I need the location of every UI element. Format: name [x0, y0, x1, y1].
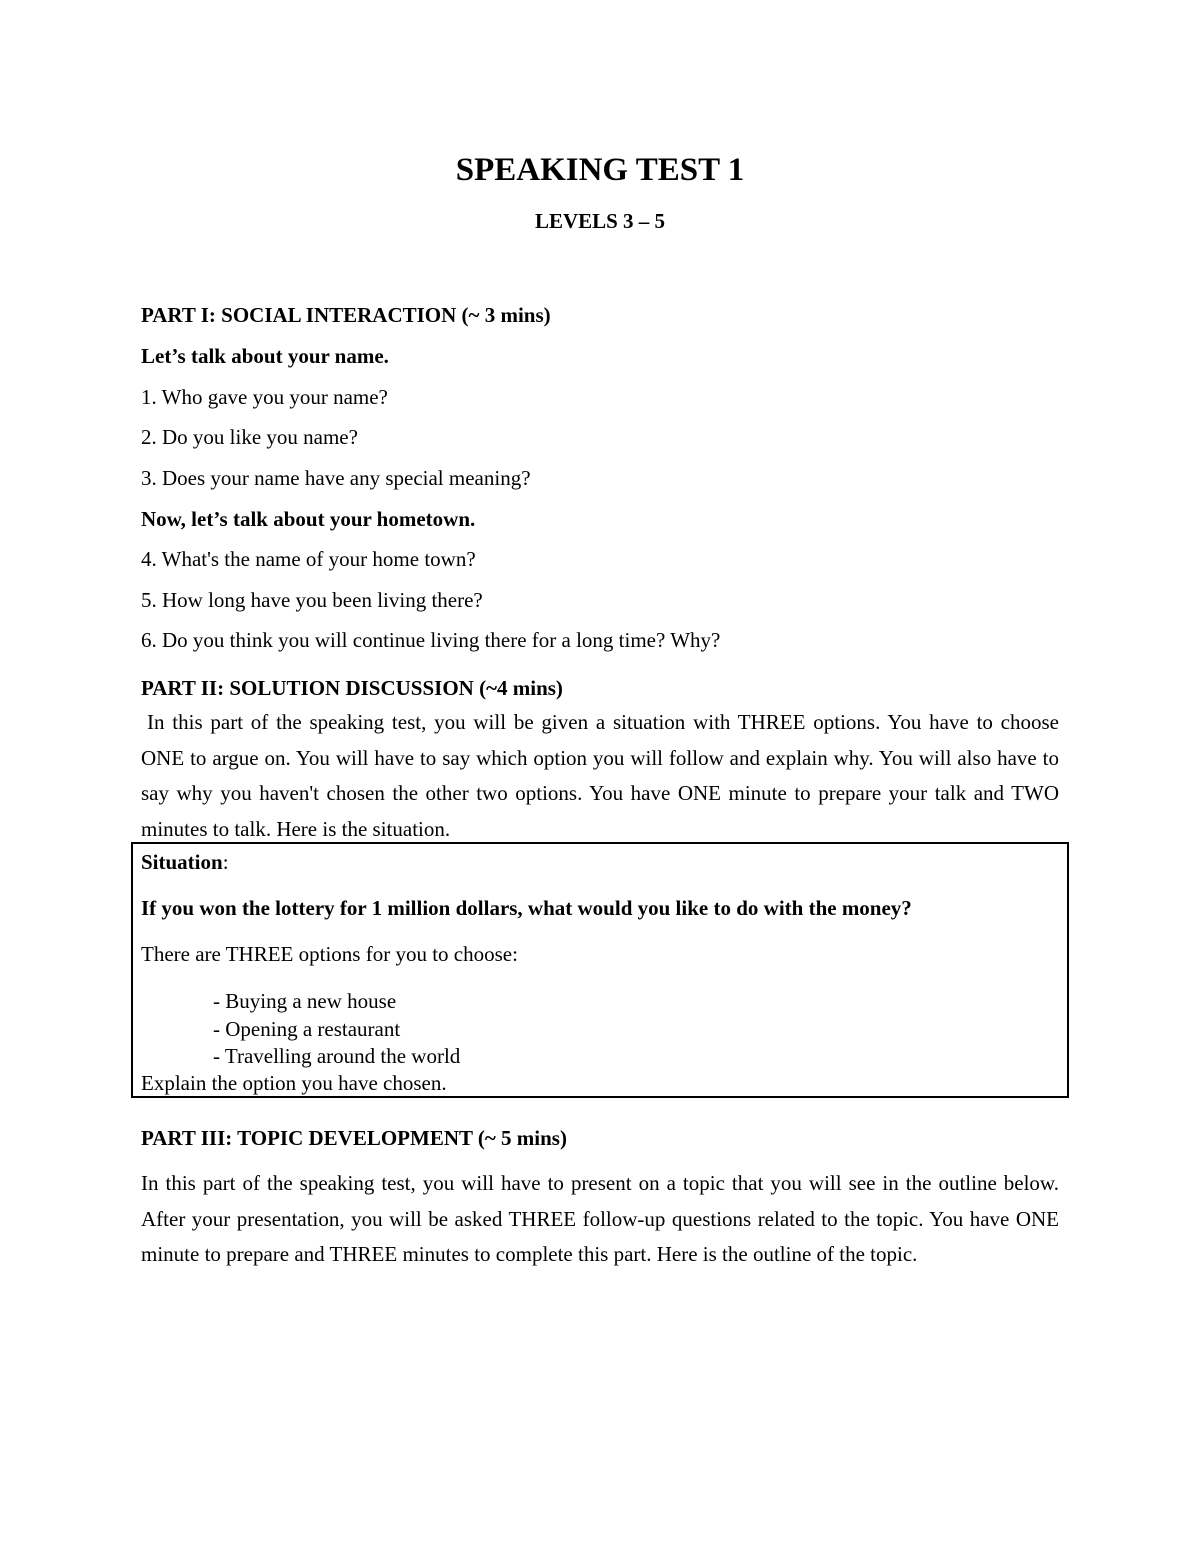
part2-heading: PART II: SOLUTION DISCUSSION (~4 mins): [141, 676, 563, 700]
situation-label-colon: :: [222, 850, 229, 874]
part1-heading: PART I: SOCIAL INTERACTION (~ 3 mins): [141, 303, 551, 327]
question-3: 3. Does your name have any special meaning?: [141, 466, 531, 490]
part3-instructions: In this part of the speaking test, you will have to present on a topic that you will see in the outline below. After your presentation, you will be asked THREE follow-up questions related to the topic. You have ONE minute to prepare and THREE minutes to complete this part. Here is the outline of the topic.: [141, 1171, 1059, 1266]
option-item: - Opening a restaurant: [213, 1017, 401, 1041]
part2-instructions: In this part of the speaking test, you will be given a situation with THREE options. You have to choose ONE to argue on. You will have to say which option you will follow and explain why. You will also have to say why you haven't chosen the other two options. You have ONE minute to prepare your talk and TWO minutes to talk. Here is the situation.: [141, 710, 1059, 841]
option-item: - Travelling around the world: [213, 1044, 461, 1068]
levels-subtitle: LEVELS 3 – 5: [534, 209, 666, 233]
situation-closing: Explain the option you have chosen.: [141, 1071, 447, 1095]
part1-topic-hometown: Now, let’s talk about your hometown.: [141, 507, 476, 531]
question-2: 2. Do you like you name?: [141, 425, 358, 449]
situation-label: Situation: [141, 850, 223, 874]
question-1: 1. Who gave you your name?: [141, 385, 388, 409]
question-4: 4. What's the name of your home town?: [141, 547, 476, 571]
page-title: SPEAKING TEST 1: [455, 152, 745, 188]
part3-heading: PART III: TOPIC DEVELOPMENT (~ 5 mins): [141, 1126, 567, 1150]
question-6: 6. Do you think you will continue living there for a long time? Why?: [141, 628, 721, 652]
situation-box: [131, 842, 1069, 1098]
part1-topic-name: Let’s talk about your name.: [141, 344, 389, 368]
options-intro: There are THREE options for you to choose:: [141, 942, 518, 966]
option-item: - Buying a new house: [213, 989, 397, 1013]
question-5: 5. How long have you been living there?: [141, 588, 483, 612]
situation-label-line: [141, 848, 229, 876]
situation-question: If you won the lottery for 1 million dollars, what would you like to do with the money?: [141, 896, 912, 920]
